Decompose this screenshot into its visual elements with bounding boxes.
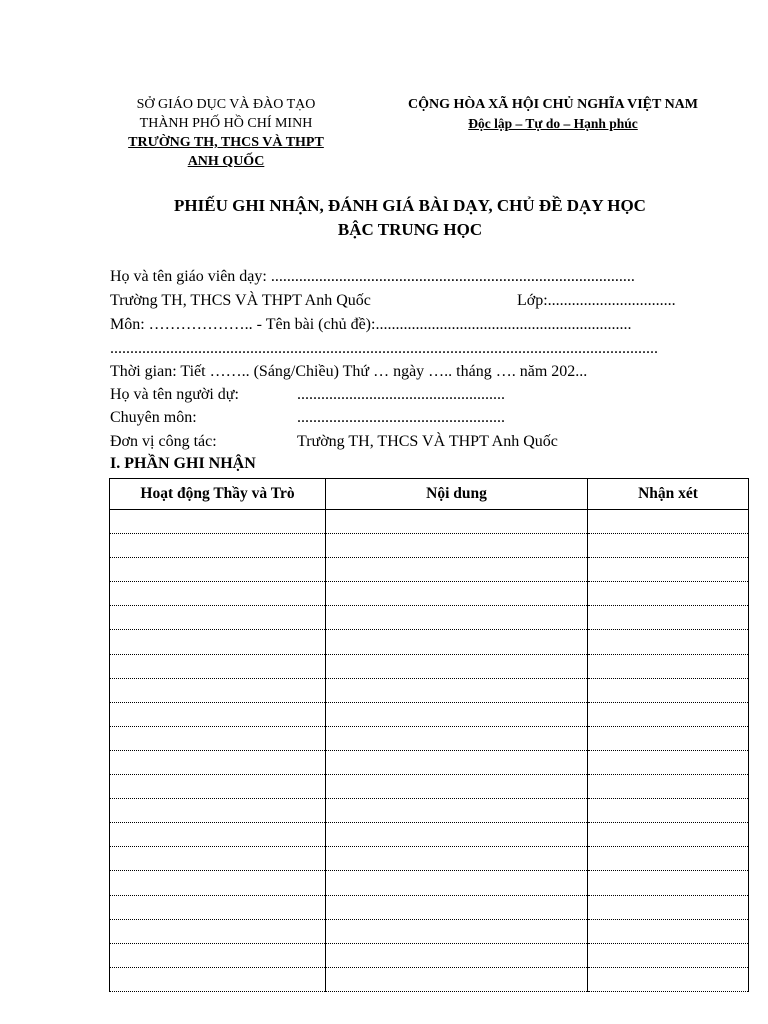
activity-cell[interactable] xyxy=(110,510,326,534)
content-cell[interactable] xyxy=(326,702,588,726)
table-row xyxy=(110,750,749,774)
header-left xyxy=(110,95,342,171)
comment-cell[interactable] xyxy=(588,750,749,774)
record-table xyxy=(109,478,749,992)
activity-cell[interactable] xyxy=(110,678,326,702)
content-cell[interactable] xyxy=(326,678,588,702)
activity-cell[interactable] xyxy=(110,823,326,847)
table-row xyxy=(110,678,749,702)
content-cell[interactable] xyxy=(326,582,588,606)
comment-cell[interactable] xyxy=(588,895,749,919)
table-row xyxy=(110,895,749,919)
content-cell[interactable] xyxy=(326,847,588,871)
school-name-line1: TRƯỜNG TH, THCS VÀ THPT xyxy=(128,135,324,150)
content-cell[interactable] xyxy=(326,967,588,991)
observer-value: .................................................... xyxy=(297,386,505,403)
activity-cell[interactable] xyxy=(110,582,326,606)
content-cell[interactable] xyxy=(326,726,588,750)
national-motto: Độc lập – Tự do – Hạnh phúc xyxy=(468,116,638,131)
activity-cell[interactable] xyxy=(110,871,326,895)
content-cell[interactable] xyxy=(326,510,588,534)
department-name: SỞ GIÁO DỤC VÀ ĐÀO TẠO xyxy=(136,97,316,112)
activity-cell[interactable] xyxy=(110,630,326,654)
comment-cell[interactable] xyxy=(588,967,749,991)
comment-cell[interactable] xyxy=(588,678,749,702)
comment-cell[interactable] xyxy=(588,630,749,654)
specialty-value: .................................................... xyxy=(297,409,505,426)
school-name-line2: ANH QUỐC xyxy=(187,154,265,169)
table-row xyxy=(110,654,749,678)
content-cell[interactable] xyxy=(326,606,588,630)
table-row xyxy=(110,630,749,654)
comment-cell[interactable] xyxy=(588,823,749,847)
activity-cell[interactable] xyxy=(110,967,326,991)
observer-label: Họ và tên người dự: xyxy=(110,386,239,403)
content-cell[interactable] xyxy=(326,558,588,582)
activity-cell[interactable] xyxy=(110,943,326,967)
table-row xyxy=(110,582,749,606)
form-title: PHIẾU GHI NHẬN, ĐÁNH GIÁ BÀI DẠY, CHỦ ĐỀ DẠY HỌC xyxy=(174,196,646,215)
comment-cell[interactable] xyxy=(588,606,749,630)
content-cell[interactable] xyxy=(326,534,588,558)
activity-cell[interactable] xyxy=(110,799,326,823)
col-header-content: Nội dung xyxy=(326,479,588,510)
content-cell[interactable] xyxy=(326,775,588,799)
table-row xyxy=(110,534,749,558)
time-line: Thời gian: Tiết …….. (Sáng/Chiều) Thứ … ngày ….. tháng …. năm 202... xyxy=(110,363,588,380)
national-title: CỘNG HÒA XÃ HỘI CHỦ NGHĨA VIỆT NAM xyxy=(407,97,698,112)
comment-cell[interactable] xyxy=(588,534,749,558)
activity-cell[interactable] xyxy=(110,775,326,799)
activity-cell[interactable] xyxy=(110,702,326,726)
table-header-row xyxy=(110,479,749,510)
comment-cell[interactable] xyxy=(588,654,749,678)
activity-cell[interactable] xyxy=(110,558,326,582)
class-line: Lớp:................................ xyxy=(517,292,676,309)
dotted-line: ......................................................................................................................................... xyxy=(110,340,658,357)
col-header-activity: Hoạt động Thầy và Trò xyxy=(110,479,326,510)
col-header-comment: Nhận xét xyxy=(588,479,749,510)
subject-line: Môn: ……………….. - Tên bài (chủ đề):................................................................ xyxy=(110,316,632,333)
activity-cell[interactable] xyxy=(110,847,326,871)
content-cell[interactable] xyxy=(326,823,588,847)
form-subtitle: BẬC TRUNG HỌC xyxy=(337,220,483,239)
comment-cell[interactable] xyxy=(588,871,749,895)
table-row xyxy=(110,510,749,534)
comment-cell[interactable] xyxy=(588,510,749,534)
table-row xyxy=(110,775,749,799)
section-title: I. PHẦN GHI NHẬN xyxy=(110,455,256,472)
activity-cell[interactable] xyxy=(110,726,326,750)
specialty-label: Chuyên môn: xyxy=(110,409,197,426)
comment-cell[interactable] xyxy=(588,702,749,726)
activity-cell[interactable] xyxy=(110,895,326,919)
table-row xyxy=(110,726,749,750)
unit-value: Trường TH, THCS VÀ THPT Anh Quốc xyxy=(297,433,558,450)
content-cell[interactable] xyxy=(326,943,588,967)
content-cell[interactable] xyxy=(326,630,588,654)
content-cell[interactable] xyxy=(326,799,588,823)
unit-label: Đơn vị công tác: xyxy=(110,433,217,450)
activity-cell[interactable] xyxy=(110,606,326,630)
content-cell[interactable] xyxy=(326,919,588,943)
comment-cell[interactable] xyxy=(588,799,749,823)
table-row xyxy=(110,919,749,943)
table-row xyxy=(110,558,749,582)
table-row xyxy=(110,943,749,967)
content-cell[interactable] xyxy=(326,871,588,895)
content-cell[interactable] xyxy=(326,750,588,774)
table-row xyxy=(110,823,749,847)
activity-cell[interactable] xyxy=(110,534,326,558)
comment-cell[interactable] xyxy=(588,919,749,943)
comment-cell[interactable] xyxy=(588,582,749,606)
comment-cell[interactable] xyxy=(588,726,749,750)
comment-cell[interactable] xyxy=(588,847,749,871)
teacher-name-line: Họ và tên giáo viên dạy: ........................................................................................... xyxy=(110,268,635,285)
header-right xyxy=(385,95,721,133)
table-row xyxy=(110,606,749,630)
content-cell[interactable] xyxy=(326,895,588,919)
content-cell[interactable] xyxy=(326,654,588,678)
comment-cell[interactable] xyxy=(588,558,749,582)
activity-cell[interactable] xyxy=(110,654,326,678)
table-row xyxy=(110,702,749,726)
table-row xyxy=(110,871,749,895)
activity-cell[interactable] xyxy=(110,919,326,943)
activity-cell[interactable] xyxy=(110,750,326,774)
table-row xyxy=(110,799,749,823)
city-name: THÀNH PHỐ HỒ CHÍ MINH xyxy=(139,116,313,131)
comment-cell[interactable] xyxy=(588,775,749,799)
table-row xyxy=(110,847,749,871)
comment-cell[interactable] xyxy=(588,943,749,967)
table-row xyxy=(110,967,749,991)
school-line: Trường TH, THCS VÀ THPT Anh Quốc xyxy=(110,292,371,309)
